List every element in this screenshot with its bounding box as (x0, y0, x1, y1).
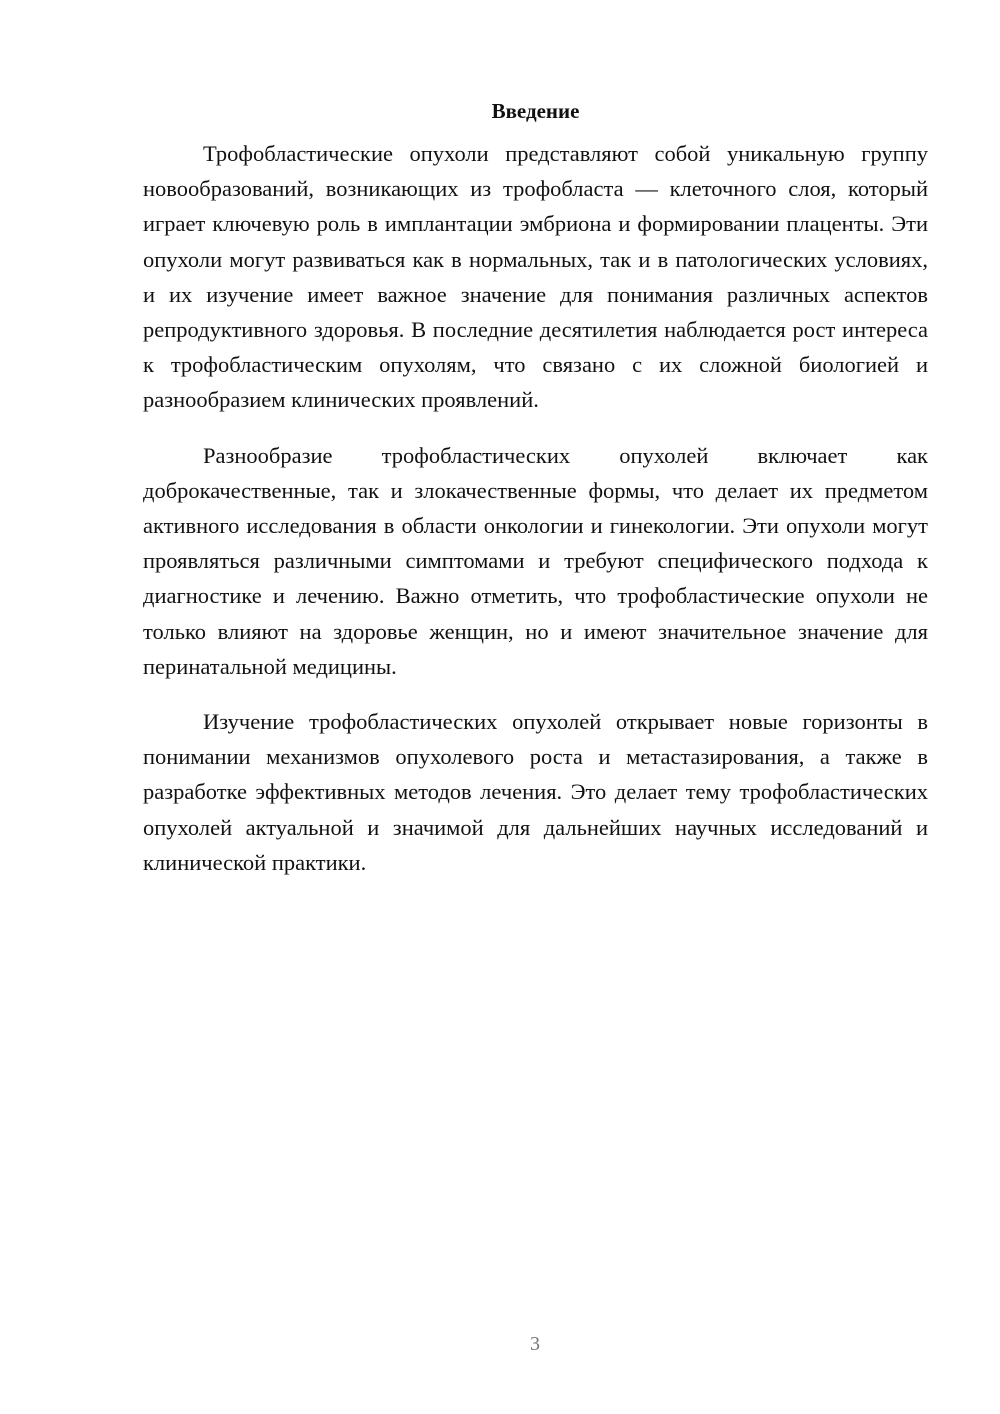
page-number: 3 (530, 1333, 540, 1355)
section-heading: Введение (491, 99, 580, 123)
paragraph-3: Изучение трофобластических опухолей открывает новые горизонты в понимании механизмов опухолевого роста и метастазирования, а также в разработке эффективных методов лечения. Это делает тему трофобластических опухолей актуальной и значимой для дальнейших научных исследований и клинической практики. (143, 709, 928, 875)
paragraph-2: Разнообразие трофобластических опухолей включает как доброкачественные, так и злокачественные формы, что делает их предметом активного исследования в области онкологии и гинекологии. Эти опухоли могут проявляться различными симптомами и требуют специфического подхода к диагностике и лечению. Важно отметить, что трофобластические опухоли не только влияют на здоровье женщин, но и имеют значительное значение для перинатальной медицины. (143, 442, 928, 679)
page-content (143, 94, 928, 900)
paragraph-1: Трофобластические опухоли представляют собой уникальную группу новообразований, возникающих из трофобласта — клеточного слоя, который играет ключевую роль в имплантации эмбриона и формировании плаценты. Эти опухоли могут развиваться как в нормальных, так и в патологических условиях, и их изучение имеет важное значение для понимания различных аспектов репродуктивного здоровья. В последние десятилетия наблюдается рост интереса к трофобластическим опухолям, что связано с их сложной биологией и разнообразием клинических проявлений. (143, 141, 928, 413)
